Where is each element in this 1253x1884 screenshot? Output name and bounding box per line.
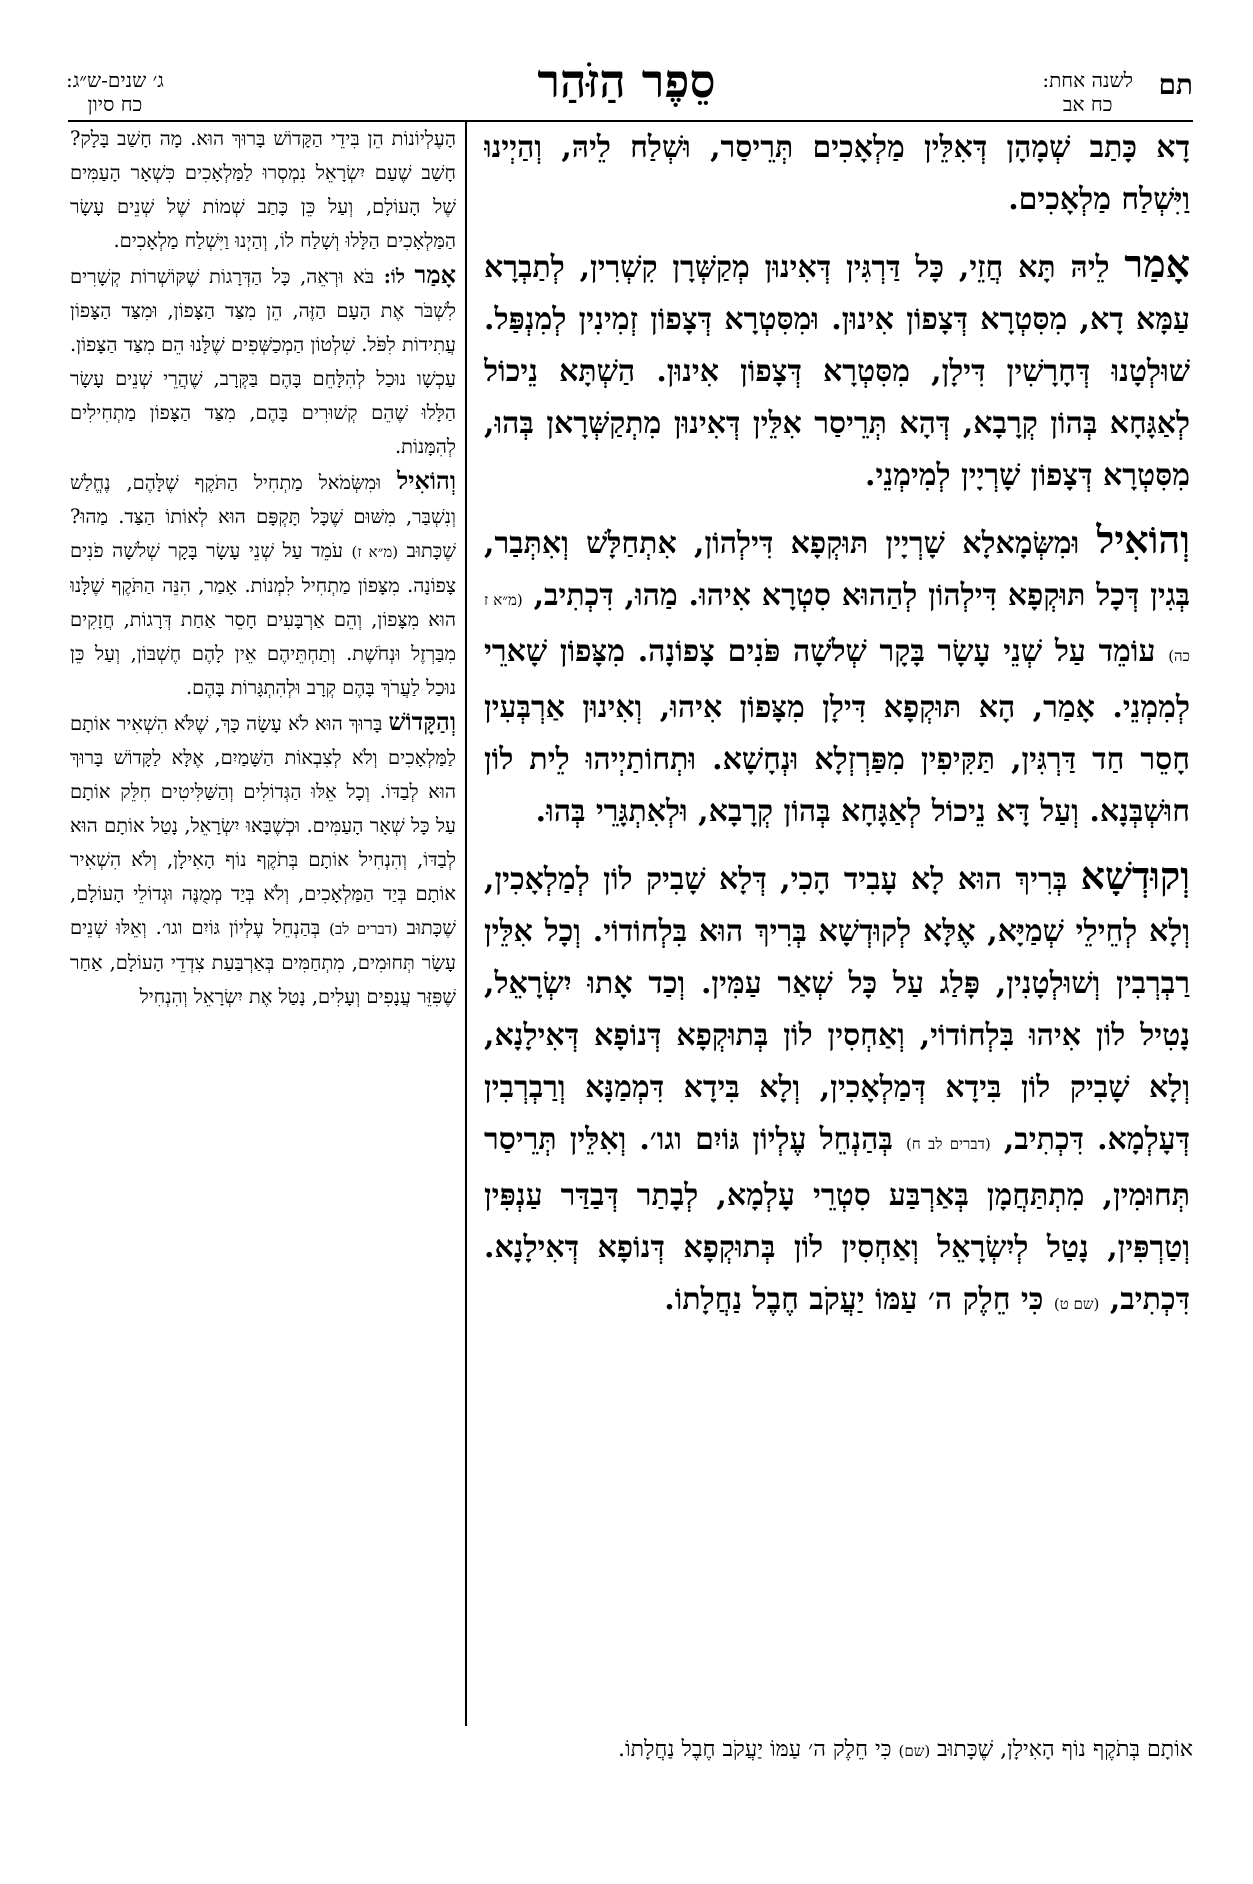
source-citation: (מ״א ז כה) (484, 591, 1190, 665)
side-paragraph-text: בָּרוּךְ הוּא לֹא עָשָׂה כָּךְ, שֶׁלֹּא הִשְׁאִיר אוֹתָם לַמַּלְאָכִים וְלֹא לְצִבְאוֹת הַשָּׁמַיִם, אֶלָּא לַקָּדוֹשׁ בָּרוּךְ הוּא לְבַדּוֹ. וְכָל אֵלּוּ הַגְּדוֹלִים וְהַשַּׁלִּיטִים חִלֵּק אוֹתָם עַל כָּל שְׁאָר הָעַמִּים. וּכְשֶׁבָּאוּ יִשְׂרָאֵל, נָטַל אוֹתָם הוּא לְבַדּוֹ, וְהִנְחִיל אוֹתָם בְּתֹקֶף נוֹף הָאִילָן, וְלֹא הִשְׁאִיר אוֹתָם בְּיַד הַמַּלְאָכִים, וְלֹא בְּיַד מְמֻנֶּה וּגְדוֹלֵי הָעוֹלָם, שֶׁכָּתוּב (70, 712, 456, 939)
side-paragraph-text: וּמִשְּׂמֹאל מַתְחִיל הַתֹּקֶף שֶׁלָּהֶם, נֶחֱלַשׁ וְנִשְׁבַּר, מִשּׁוּם שֶׁכָּל תָּקְפָּם הוּא לְאוֹתוֹ הַצַּד. מַהוּ? שֶׁכָּתוּב (70, 471, 456, 562)
opening-word: וְקוּדְשָׁא (1080, 853, 1190, 898)
side-paragraph (70, 122, 456, 258)
page-number: תם (1158, 68, 1193, 101)
page-header (60, 8, 1193, 120)
main-paragraph-text: דָא כָּתַב שְׁמָהָן דְּאִלֵּין מַלְאָכִים תְּרֵיסַר, וּשְׁלַח לֵיהּ, וְהַיְינוּ וַיִּשְׁלַח מַלְאָכִים. (484, 130, 1190, 217)
aramaic-text-column (484, 122, 1190, 1728)
main-paragraph-text: לֵיהּ תָּא חֲזֵי, כָּל דַּרְגִּין דְּאִינוּן מְקַשְּׁרָן קִשְׁרִין, לְתַבְרָא עַמָּא דָא, מִסִּטְרָא דְּצָפוֹן אִינוּן. וּמִסִּטְרָא דְּצָפוֹן זְמִינִין לְמִנְפַּל. שׁוּלְטָנוּ דְּחָרָשִׁין דִּילָן, מִסִּטְרָא דְּצָפוֹן אִינוּן. הַשְׁתָּא נֵיכוֹל לְאַגָּחָא בְּהוֹן קְרָבָא, דְּהָא תְּרֵיסַר אִלֵּין דְּאִינוּן מִתְקַשְּׁרָאן בְּהוּ, מִסִּטְרָא דְּצָפוֹן שָׁרְיָין לְמִימְנֵי. (484, 250, 1190, 493)
opening-word: אָמַר (1124, 241, 1190, 286)
source-citation: (דברים לב) (329, 920, 398, 938)
side-paragraph-text: בְּהַנְחֵל עֶלְיוֹן גּוֹיִם וגו׳. וְאֵלּוּ שְׁנֵים עָשָׂר תְּחוּמִים, מִתְחַמִּים בְּאַרְבַּעַת צִדְדֵי הָעוֹלָם, אַחַר שֶׁפִּזֵּר עֲנָפִים וְעָלִים, נָטַל אֶת יִשְׂרָאֵל וְהִנְחִיל (70, 916, 456, 1008)
source-citation: (מ״א ז) (351, 543, 399, 561)
opening-word: אָמַר (414, 260, 456, 289)
schedule-one-year-label: לשנה אחת: (1042, 68, 1133, 92)
main-paragraph (484, 238, 1190, 502)
side-paragraph-text: עֹמֵד עַל שְׁנֵי עָשָׂר בָּקָר שְׁלשָׁה פֹנִים צָפוֹנָה. מִצָּפוֹן מַתְחִיל לִמְנוֹת. אָמַר, הִנֵּה הַתֹּקֶף שֶׁלָּנוּ הוּא מִצָּפוֹן, וְהֵם אַרְבָּעִים חָסֵר אַחַת דְּרָגוֹת, חֲזָקִים מִבַּרְזֶל וּנְחֹשֶׁת. וְתַחְתֵּיהֶם אֵין לָהֶם חֶשְׁבּוֹן, וְעַל כֵּן נוּכַל לַעֲרֹךְ בָּהֶם קְרָב וּלְהִתְגָּרוֹת בָּהֶם. (70, 539, 456, 699)
side-paragraph-text: הָעֶלְיוֹנוֹת הֵן בִּידֵי הַקָּדוֹשׁ בָּרוּךְ הוּא. מָה חָשַׁב בָּלָק? חָשַׁב שֶׁעַם יִשְׂרָאֵל נִמְסְרוּ לַמַּלְאָכִים כִּשְׁאָר הָעַמִּים שֶׁל הָעוֹלָם, וְעַל כֵּן כָּתַב שְׁמוֹת שֶׁל שְׁנֵים עָשָׂר הַמַּלְאָכִים הַלָּלוּ וְשָׁלַח לוֹ, וְהַיְנוּ וַיִּשְׁלַח מַלְאָכִים. (70, 127, 456, 252)
side-paragraph (70, 705, 456, 1014)
main-paragraph-text: בְּהַנְחֵל עֶלְיוֹן גּוֹיִם וגו׳. וְאִלֵּין תְּרֵיסַר תְּחוּמִין, מִתְתַּחֲמָן בְּאַרְבַּע סִטְרֵי עָלְמָא, לְבָתַר דְּבַדַּר עַנְפִּין וְטַרְפִּין, נָטַל לְיִשְׂרָאֵל וְאַחְסִין לוֹן בְּתוּקְפָא דְּנוֹפָא דְּאִילָנָא. דִּכְתִיב, (484, 1122, 1190, 1317)
column-divider (465, 122, 467, 1726)
main-paragraph (484, 850, 1190, 1330)
opening-word: וְהוֹאִיל (1096, 517, 1190, 562)
source-citation: (שם) (898, 1742, 931, 1760)
side-paragraph (70, 258, 456, 464)
schedule-three-years-date: כח סיון (87, 92, 143, 116)
main-paragraph-text: עוֹמֵד עַל שְׁנֵי עָשָׂר בָּקָר שְׁלשָׁה פֹּנִים צָפוֹנָה. מִצָּפוֹן שָׁארֵי לְמִמְנֵי. אָמַר, הָא תּוּקְפָא דִּילָן מִצָּפוֹן אִיהוּ, וְאִינוּן אַרְבְּעִין חָסֵר חַד דַּרְגִּין, תַּקִּיפִין מִפַּרְזְלָא וּנְחָשָׁא. וּתְחוֹתַיְיהוּ לֵית לוֹן חוּשְׁבְּנָא. וְעַל דָּא נֵיכוֹל לְאַגָּחָא בְּהוֹן קְרָבָא, וּלְאִתְגָּרֵי בְּהוּ. (484, 634, 1190, 829)
main-paragraph-text: וּמִשְּׂמָאלָא שָׁרְיָין תּוּקְפָא דִּילְהוֹן, אִתְחַלָּשׁ וְאִתְּבַר, בְּגִין דְּכָל תּוּקְפָא דִּילְהוֹן לְהַהוּא סִטְרָא אִיהוּ. מַהוּ, דִּכְתִיב, (484, 526, 1190, 613)
schedule-one-year-date: כח אב (1062, 92, 1113, 116)
main-paragraph (484, 122, 1190, 226)
footer-text: אוֹתָם בְּתֹקֶף נוֹף הָאִילָן, שֶׁכָּתוּב (937, 1737, 1193, 1762)
opening-word: וְהוֹאִיל (396, 466, 456, 495)
translation-continuation-line (70, 1736, 1193, 1762)
opening-lead: לוֹ: (383, 265, 405, 288)
main-paragraph-text: כִּי חֵלֶק ה׳ עַמּוֹ יַעֲקֹב חֶבֶל נַחֲלָתוֹ. (664, 1282, 1044, 1317)
main-paragraph-text: בְּרִיךְ הוּא לָא עָבִיד הָכִי, דְּלָא שָׁבִיק לוֹן לְמַלְאָכִין, וְלָא לְחֵילֵי שְׁמַיָּא, אֶלָּא לְקוּדְשָׁא בְּרִיךְ הוּא בִּלְחוֹדוֹי. וְכָל אִלֵּין רַבְרְבִין וְשׁוּלְטָנִין, פָּלַג עַל כָּל שְׁאַר עַמִּין. וְכַד אָתוּ יִשְׂרָאֵל, נָטִיל לוֹן אִיהוּ בִּלְחוֹדוֹי, וְאַחְסִין לוֹן בְּתוּקְפָא דְּנוֹפָא דְּאִילָנָא, וְלָא שָׁבִיק לוֹן בִּידָא דְּמַלְאָכִין, וְלָא בִּידָא דִּמְמַנָּא וְרַבְרְבִין דְּעָלְמָא. דִּכְתִיב, (484, 862, 1190, 1157)
opening-word: וְהַקָּדוֹשׁ (388, 707, 456, 736)
book-title: סֵפֶר הַזֹּהַר (537, 54, 716, 108)
side-paragraph (70, 464, 456, 705)
side-paragraph-text: בֹּא וּרְאֵה, כָּל הַדְּרָגוֹת שֶׁקּוֹשְׁרוֹת קְשָׁרִים לִשְׁבֹּר אֶת הָעָם הַזֶּה, הֵן מִצַּד הַצָּפוֹן, וּמִצַּד הַצָּפוֹן עֲתִידוֹת לִפֹּל. שִׁלְטוֹן הַמְכַשְּׁפִים שֶׁלָּנוּ הֵם מִצַּד הַצָּפוֹן. עַכְשָׁו נוּכַל לְהִלָּחֵם בָּהֶם בַּקְּרָב, שֶׁהֲרֵי שְׁנֵים עָשָׂר הַלָּלוּ שֶׁהֵם קְשׁוּרִים בָּהֶם, מִצַּד הַצָּפוֹן מַתְחִילִים לְהִמָּנוֹת. (70, 265, 456, 458)
schedule-three-years-label: ג׳ שנים-ש״ג: (66, 68, 164, 92)
footer-text: כִּי חֵלֶק ה׳ עַמּוֹ יַעֲקֹב חֶבֶל נַחֲלָתוֹ. (618, 1737, 892, 1762)
main-paragraph (484, 514, 1190, 838)
study-schedule-three-years (66, 68, 164, 116)
source-citation: (שם ט) (1053, 1295, 1100, 1313)
source-citation: (דברים לב ח) (905, 1135, 991, 1153)
hebrew-translation-column (70, 122, 456, 1728)
